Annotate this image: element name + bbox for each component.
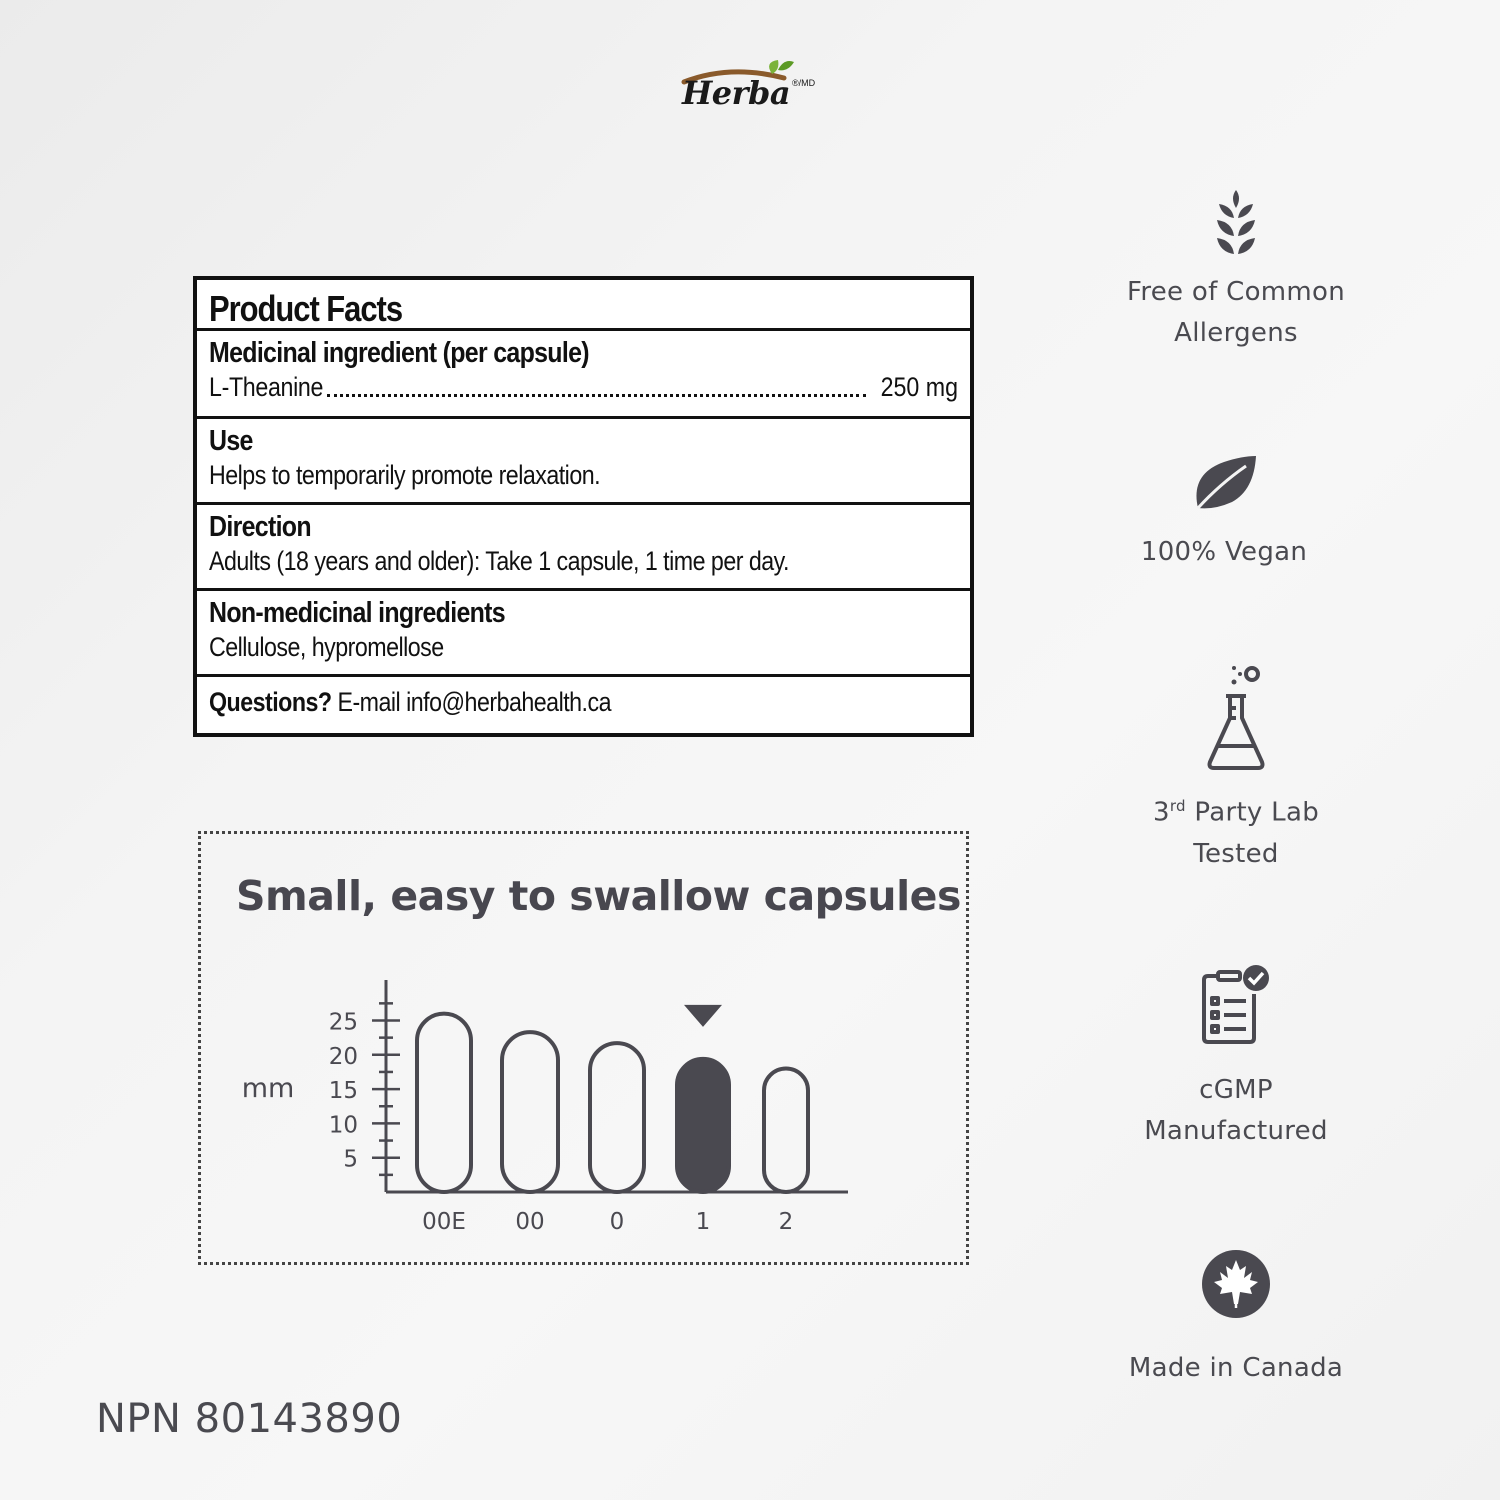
use-heading: Use	[209, 425, 253, 457]
badge-label-allergens-line1: Free of Common	[1126, 277, 1346, 307]
capsule-section-title: Small, easy to swallow capsules	[236, 872, 961, 920]
badge-vegan	[1094, 450, 1354, 573]
badge-label-lab-line2: Tested	[1193, 838, 1279, 869]
badge-made-in-canada	[1106, 1248, 1366, 1389]
x-tick-label: 2	[778, 1209, 794, 1235]
questions-row	[197, 674, 970, 733]
nonmedicinal-row	[197, 588, 970, 674]
superscript-rd: rd	[1169, 797, 1186, 815]
questions-label: Questions?	[209, 687, 332, 717]
y-axis-label: mm	[241, 1073, 295, 1104]
use-row	[197, 416, 970, 502]
badge-label-cgmp-line1: cGMP	[1199, 1075, 1273, 1105]
npn-number: NPN 80143890	[96, 1396, 403, 1442]
badge-allergen-free	[1106, 188, 1366, 354]
facts-title: Product Facts	[209, 288, 403, 329]
y-tick-label: 25	[328, 1009, 358, 1036]
badge-label-vegan: 100% Vegan	[1140, 537, 1308, 567]
y-tick-label: 5	[343, 1146, 358, 1173]
leaf-icon	[1184, 450, 1264, 514]
x-tick-label: 00	[515, 1209, 545, 1235]
medicinal-heading: Medicinal ingredient (per capsule)	[209, 337, 589, 369]
badge-cgmp	[1106, 964, 1366, 1152]
facts-title-row	[197, 280, 970, 328]
logo-wordmark: Herba	[682, 74, 791, 112]
badge-label-cgmp-line2: Manufactured	[1144, 1116, 1328, 1146]
maple-leaf-icon	[1200, 1248, 1272, 1320]
x-tick-label: 0	[609, 1209, 625, 1235]
wheat-icon	[1206, 188, 1266, 262]
medicinal-ingredient-row	[197, 328, 970, 416]
checklist-icon	[1196, 964, 1276, 1046]
y-tick-label: 10	[328, 1112, 358, 1139]
nonmedicinal-heading: Non-medicinal ingredients	[209, 597, 505, 629]
direction-heading: Direction	[209, 511, 311, 543]
ingredient-line	[209, 372, 958, 406]
direction-row	[197, 502, 970, 588]
badge-label-allergens-line2: Allergens	[1174, 318, 1298, 348]
questions-line	[209, 687, 853, 718]
herba-logo	[660, 56, 840, 116]
x-tick-label: 00E	[422, 1209, 466, 1235]
y-tick-label: 15	[328, 1078, 358, 1105]
badge-lab-tested	[1106, 662, 1366, 875]
direction-text: Adults (18 years and older): Take 1 capsule, 1 time per day.	[209, 546, 789, 576]
dot-leader	[327, 394, 866, 397]
badge-label-canada: Made in Canada	[1128, 1353, 1344, 1383]
x-tick-label: 1	[695, 1209, 711, 1235]
nonmedicinal-text: Cellulose, hypromellose	[209, 632, 444, 662]
y-tick-label: 20	[328, 1043, 358, 1070]
ingredient-amount: 250 mg	[880, 372, 958, 402]
ingredient-name: L-Theanine	[209, 372, 324, 402]
flask-icon	[1196, 662, 1276, 774]
product-facts-table	[193, 276, 974, 737]
questions-email: E-mail info@herbahealth.ca	[331, 687, 611, 717]
badge-label-lab-line1: 3rd Party Lab	[1152, 797, 1320, 828]
logo-registered-mark: ®/MD	[792, 78, 816, 88]
use-text: Helps to temporarily promote relaxation.	[209, 460, 601, 490]
